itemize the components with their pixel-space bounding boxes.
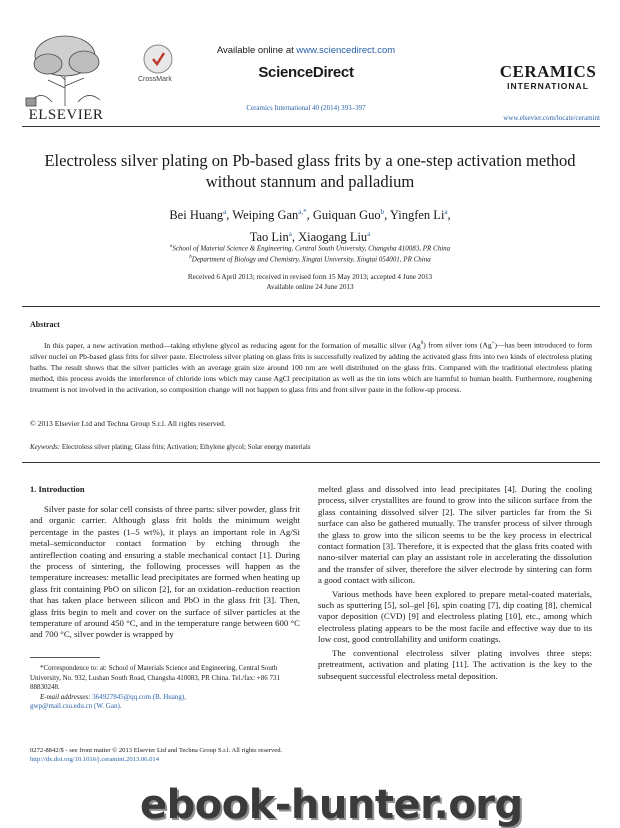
author: Yingfen Li$^a$,: [389, 208, 451, 223]
author: Tao Lin$^a$,: [249, 230, 299, 245]
platform-name: ScienceDirect: [258, 64, 354, 81]
article-title: Electroless silver plating on Pb-based glass frits by a one-step activation method without stannum and palladium: [44, 151, 576, 191]
keywords: [30, 443, 592, 451]
correspondence-footnote: [30, 664, 300, 712]
footnote-rule: [30, 657, 100, 658]
header-rule: [22, 126, 600, 127]
elsevier-tree-logo: [22, 30, 108, 108]
author: Weiping Gan$^{a,*}$,: [232, 208, 313, 223]
left-column: [30, 504, 300, 641]
author: Xiaogang Liu$^a$: [298, 230, 371, 245]
paragraph: The conventional electroless silver plating involves three steps: pretreatment, activation and plating [11]. The activation is the key to the subsequent successful electroless metal deposition.: [318, 647, 592, 681]
available-online: [196, 45, 416, 56]
journal-reference[interactable]: Ceramics International 40 (2014) 393–397: [246, 104, 366, 112]
right-column: [318, 484, 592, 682]
publisher-name: ELSEVIER: [28, 107, 104, 123]
front-matter-info: [30, 746, 590, 764]
paragraph: Silver paste for solar cell consists of three parts: silver powder, glass frit and organic carrier. Although glass frit holds the minimum weight percentage in the pastes (1–5 wt%), it plays an important role in Ag/Si metal–semiconductor contact formation by etching through the antireflection coating and ensuring a stable mechanical contact [1]. During the process of sintering, the following processes will happen as the temperature increases: metallic lead precipitates are formed when heating up glass frit containing PbO on silicon [2], for an oxidation–reduction reaction that has taken place between silicon and PbO in the glass frit [3]. Then, glass frits begin to melt and cover on the surface of silver particles at the temperature of around 450 °C, and in the temperature range between 600 °C and 700 °C, silver powder is wrapped by: [30, 504, 300, 640]
paragraph: melted glass and dissolved into lead precipitates [4]. During the cooling process, silver crystallites are found to grow into the silicon surface from the glass containing dissolved silver [2]. The silver particles far from the Si surface can also be gathered mutually. The transfer process of silver through the glass to grow into the silicon seems to be the key process in electrical contact formation [3]. Therefore, it is expected that the glass frits coated with nano-silver material can play an assistant role in accelerating the dissolution and the transfer of silver, therefore the silver electrode by sintering can form a good contact with silicon.: [318, 484, 592, 586]
issn-line: 0272-8842/$ - see front matter © 2013 Elsevier Ltd and Techna Group S.r.l. All rights reserved.: [30, 747, 283, 754]
online-date: Available online 24 June 2013: [266, 283, 354, 291]
author: Guiquan Guo$^b$,: [312, 208, 390, 223]
available-prefix: Available online at: [216, 45, 297, 56]
keywords-list: Electroless silver plating; Glass frits; Activation; Ethylene glycol; Solar energy materials: [61, 443, 311, 451]
abstract-heading: Abstract: [30, 320, 60, 329]
crossmark-label: CrossMark: [138, 76, 172, 83]
abstract-text: In this paper, a new activation method—taking ethylene glycol as reducing agent for the formation of metallic silver (Ag$^0$) from silver ions (Ag+)—has been introduced to form silver nuclei on Pb-based glass frits for silver paste. Electroless silver plating on glass frits is successfully realized by adding the activated glass frits into two kinds of electroless plating baths. The result shows that the silver particles with an average grain size around 100 nm are well distributed on the glass frits. Compared with the traditional electroless plating method, this process avoids the interference of chloride ions which may cause AgCl precipitation as well as the tin ions which are harmful to human health. Furthermore, roughening treatment is not involved in the activation, so composition change will not happen to glass frits and front silver paste in the follow-up process.: [30, 340, 592, 394]
journal-logo-line1: CERAMICS: [499, 62, 597, 81]
author-list: [40, 203, 580, 247]
sciencedirect-link[interactable]: www.sciencedirect.com: [296, 45, 396, 56]
journal-url-link[interactable]: www.elsevier.com/locate/ceramint: [503, 114, 600, 122]
affiliation: $^b$Department of Biology and Chemistry, Xingtai University, Xingtai 054001, PR China: [189, 255, 431, 264]
affiliations: [40, 242, 580, 265]
watermark: ebook-hunter.org: [140, 782, 523, 828]
crossmark-icon[interactable]: [143, 44, 173, 74]
paragraph: Various methods have been explored to prepare metal-coated materials, such as sputtering [5], sol–gel [6], spin coating [7], dip coating [8], chemical vapor deposition (CVD) [9] and electroless plating [10], etc., among which electroless plating appears to be the most facile and effective way due to its low cost, good controllability and uniform coatings.: [318, 588, 592, 645]
abstract-bottom-rule: [22, 462, 600, 463]
article-dates: [40, 272, 580, 292]
email-label: E-mail addresses:: [40, 692, 91, 701]
email-link[interactable]: gwp@mail.csu.edu.cn (W. Gan).: [30, 702, 122, 711]
affiliation: $^a$School of Material Science & Engineering, Central South University, Changsha 410083, PR China: [169, 244, 451, 253]
copyright-line: © 2013 Elsevier Ltd and Techna Group S.r.l. All rights reserved.: [30, 419, 226, 428]
author: Bei Huang$^a$,: [169, 208, 233, 223]
correspondence-text: *Correspondence to: at: School of Materials Science and Engineering, Central South University, No. 932, Lushan South Road, Changsha 410083, PR China. Tel./fax: +86 731 88830248.: [30, 664, 281, 692]
journal-logo-line2: INTERNATIONAL: [507, 81, 589, 91]
email-link[interactable]: 364927845@qq.com (B. Huang),: [92, 692, 186, 701]
keywords-label: Keywords:: [30, 443, 61, 451]
doi-link[interactable]: http://dx.doi.org/10.1016/j.ceramint.2013.06.014: [30, 756, 159, 763]
section-heading: 1. Introduction: [30, 484, 85, 494]
abstract-top-rule: [22, 306, 600, 307]
received-dates: Received 6 April 2013; received in revised form 15 May 2013; accepted 4 June 2013: [187, 273, 433, 281]
